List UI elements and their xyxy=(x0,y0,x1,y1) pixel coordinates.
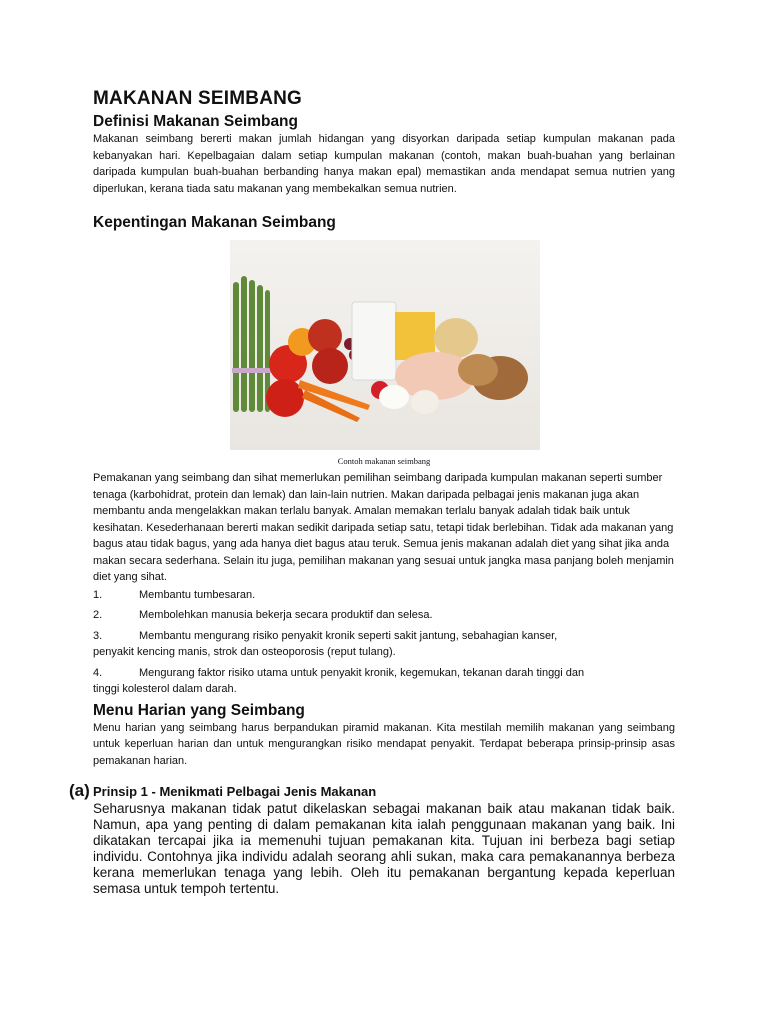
definisi-paragraph: Makanan seimbang bererti makan jumlah hidangan yang disyorkan daripada setiap kumpulan makanan pada kebanyakan hari. Kepelbagaian dalam setiap kumpulan makanan (contoh, makan buah-buahan yang berlainan daripada kumpulan buah-buahan berbanding hanya makan epal) memastikan anda mendapat semua nutrien yang diperlukan, kerana tiada satu makanan yang membekalkan semua nutrien. xyxy=(93,133,675,195)
prinsip-1-paragraph: Seharusnya makanan tidak patut dikelaskan sebagai makanan baik atau makanan tidak baik. Namun, apa yang penting di dalam pemakanan kita ialah penggunaan makanan yang baik. Ini dikatakan tercapai jika ia memenuhi tujuan pemakanan kita. Tujuan ini berbeza bagi setiap individu. Contohnya jika individu adalah seorang ahli sukan, maka cara pemakanannya berbeza kerana memerlukan tenaga yang lebih. Oleh itu pemakanan bergantung kepada keperluan semasa untuk tempoh tertentu. xyxy=(93,801,675,896)
prinsip-marker: (a) xyxy=(69,781,90,800)
prinsip-1-heading: Prinsip 1 - Menikmati Pelbagai Jenis Makanan xyxy=(93,784,377,799)
list-item: 4. Mengurang faktor risiko utama untuk penyakit kronik, kegemukan, tekanan darah tinggi dan xyxy=(93,666,585,679)
benefit-list xyxy=(93,587,675,698)
list-item-continuation: penyakit kencing manis, strok dan osteoporosis (reput tulang). xyxy=(93,646,396,658)
list-item: 3. Membantu mengurang risiko penyakit kronik seperti sakit jantung, sebahagian kanser, xyxy=(93,629,558,642)
list-item-continuation: tinggi kolesterol dalam darah. xyxy=(93,683,237,695)
list-item: 2. Membolehkan manusia bekerja secara produktif dan selesa. xyxy=(93,609,433,621)
document-page xyxy=(69,88,675,897)
list-item: 1. Membantu tumbesaran. xyxy=(93,588,256,601)
menu-heading: Menu Harian yang Seimbang xyxy=(93,701,305,719)
definisi-heading: Definisi Makanan Seimbang xyxy=(93,113,298,130)
prinsip-1-header xyxy=(69,781,675,801)
balanced-food-image xyxy=(230,240,540,450)
menu-paragraph: Menu harian yang seimbang harus berpandukan piramid makanan. Kita mestilah memilih makanan yang seimbang untuk keperluan harian dan untuk mengurangkan risiko mendapat penyakit. Terdapat beberapa prinsip-prinsip asas pemakanan harian. xyxy=(93,721,675,767)
page-title: MAKANAN SEIMBANG xyxy=(93,88,303,109)
photo-caption: Contoh makanan seimbang xyxy=(337,456,431,466)
kepentingan-heading: Kepentingan Makanan Seimbang xyxy=(93,214,336,231)
food-photo xyxy=(230,240,540,450)
kepentingan-paragraph: Pemakanan yang seimbang dan sihat memerlukan pemilihan seimbang daripada kumpulan makanan seperti sumber tenaga (karbohidrat, protein dan lemak) dan lain-lain nutrien. Makan daripada pelbagai jenis makanan juga akan membantu anda mengelakkan makan terlalu banyak. Amalan memakan terlalu banyak adalah tidak baik untuk kesihatan. Kesederhanaan bererti makan sedikit daripada setiap satu, tetapi tidak berlebihan. Tidak ada makanan yang bagus atau tidak bagus, yang ada hanya diet bagus atau teruk. Semua jenis makanan adalah diet yang sihat jika anda makan secara sederhana. Selain itu juga, pemilihan makanan yang sesuai untuk jangka masa panjang boleh menjamin diet yang sihat. xyxy=(93,472,674,583)
